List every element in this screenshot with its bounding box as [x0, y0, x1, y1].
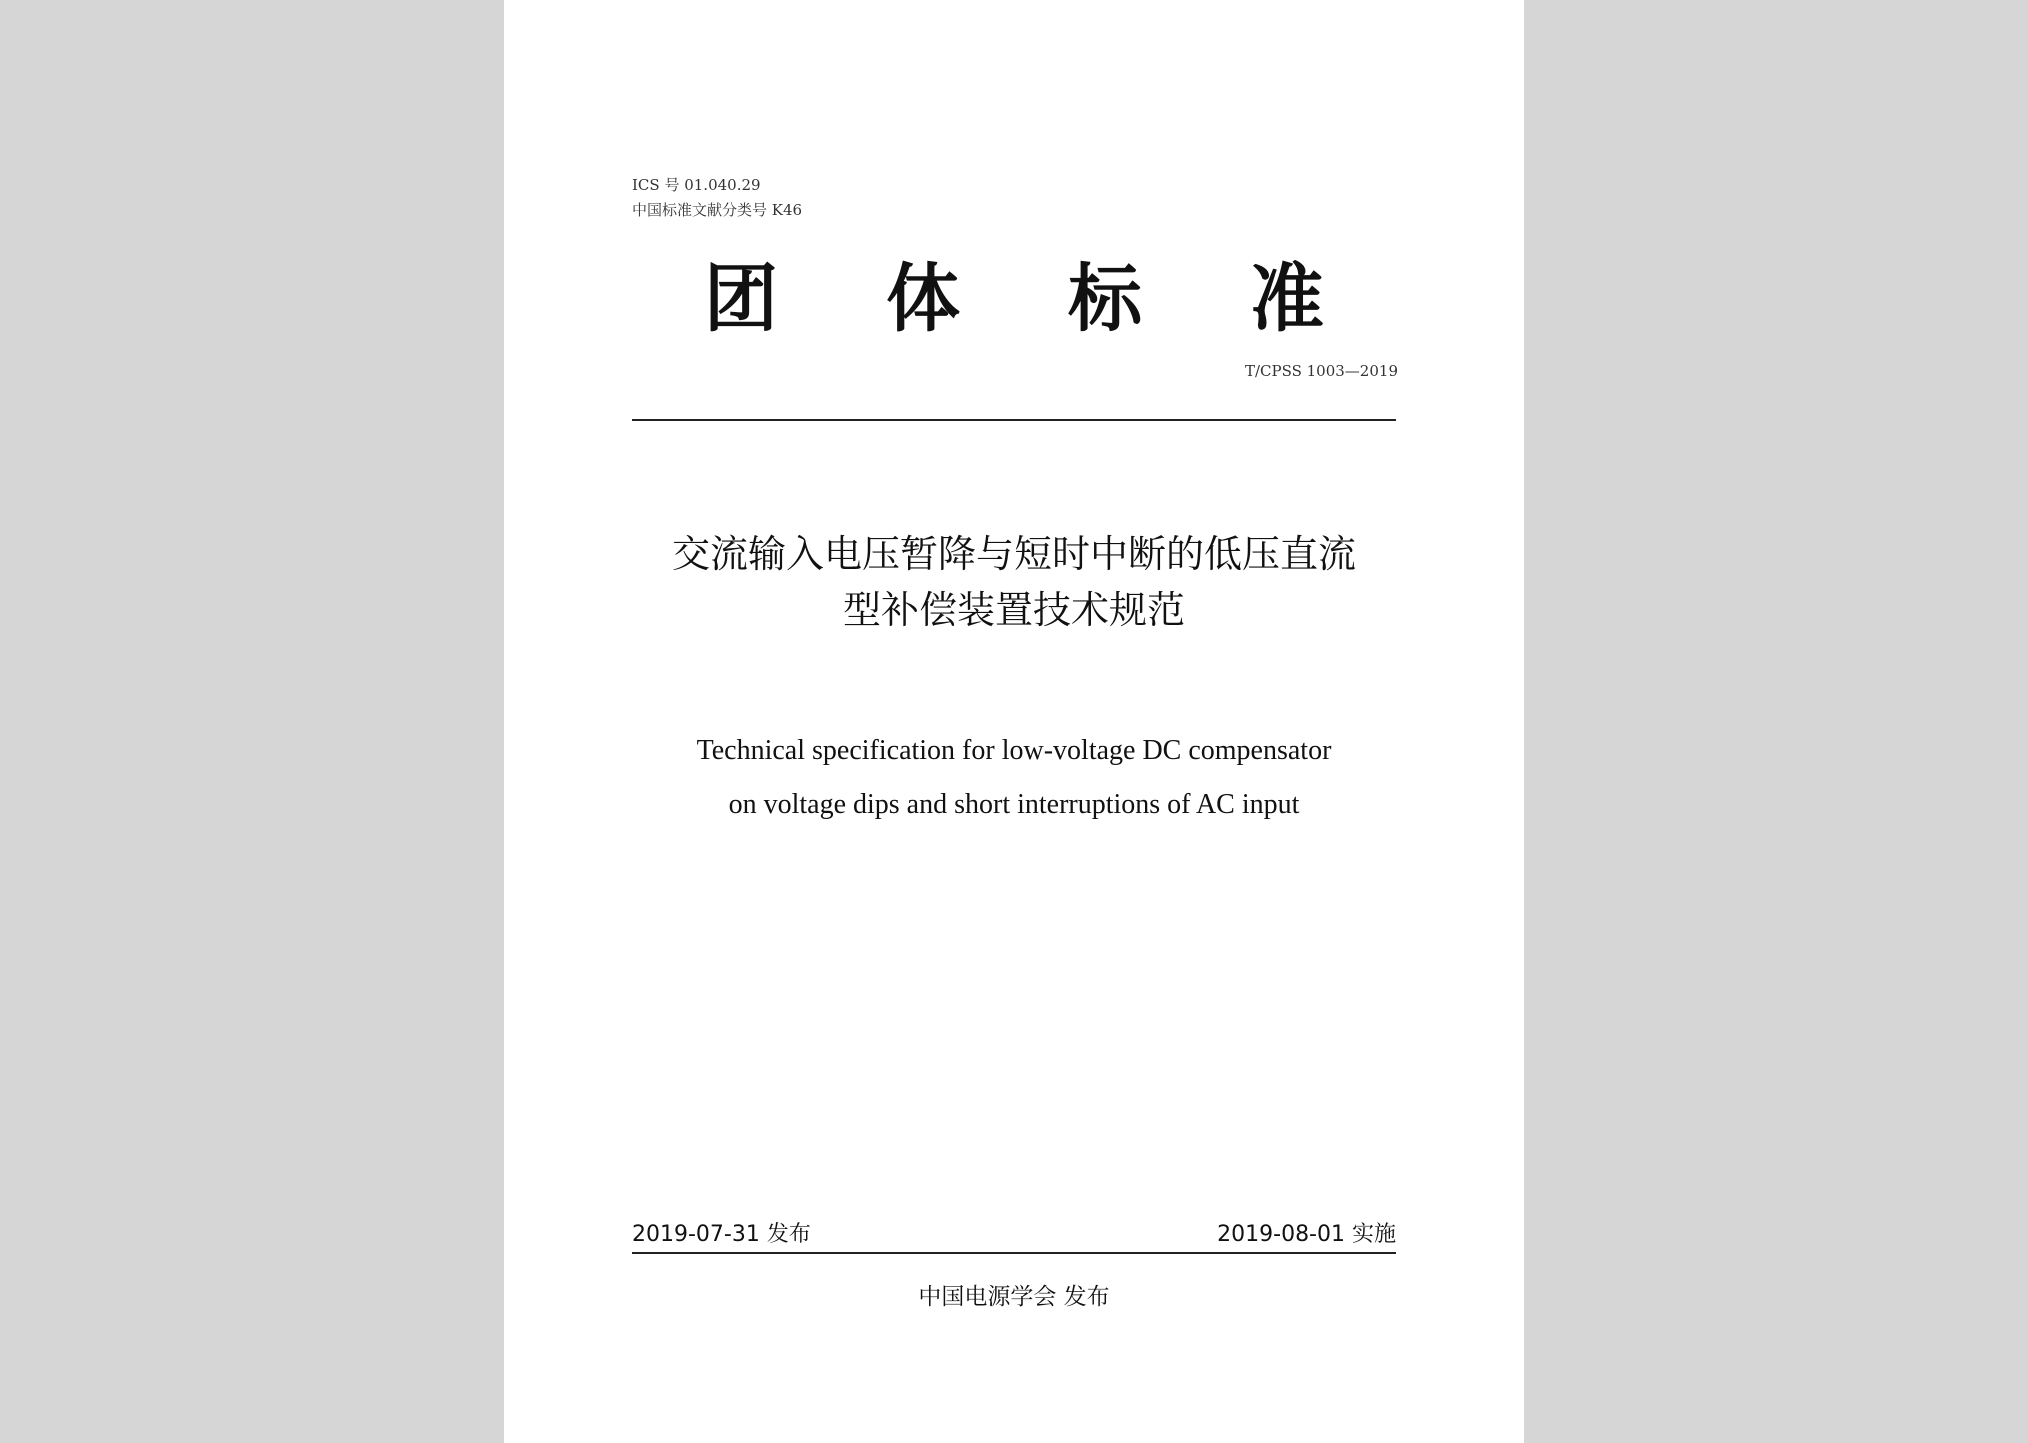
ics-code: ICS 号 01.040.29: [632, 176, 761, 194]
chinese-title: [504, 526, 1524, 638]
english-title-line-2: on voltage dips and short interruptions of AC input: [728, 789, 1300, 820]
document-type-heading: 团体标准: [704, 256, 1432, 342]
english-title: [504, 724, 1524, 832]
chinese-title-line-1: 交流输入电压暂降与短时中断的低压直流: [671, 532, 1356, 576]
publisher: 中国电源学会 发布: [918, 1284, 1110, 1310]
ccs-code: 中国标准文献分类号 K46: [632, 201, 803, 219]
english-title-line-1: Technical specification for low-voltage DC compensator: [696, 735, 1332, 766]
publish-date: 2019-07-31 发布: [632, 1222, 811, 1247]
document-page: [504, 0, 1524, 1443]
chinese-title-line-2: 型补偿装置技术规范: [842, 588, 1185, 632]
header-divider: [632, 419, 1396, 421]
standard-number: T/CPSS 1003—2019: [1244, 362, 1398, 380]
implement-date: 2019-08-01 实施: [1217, 1222, 1396, 1247]
date-row: [632, 1220, 1396, 1254]
